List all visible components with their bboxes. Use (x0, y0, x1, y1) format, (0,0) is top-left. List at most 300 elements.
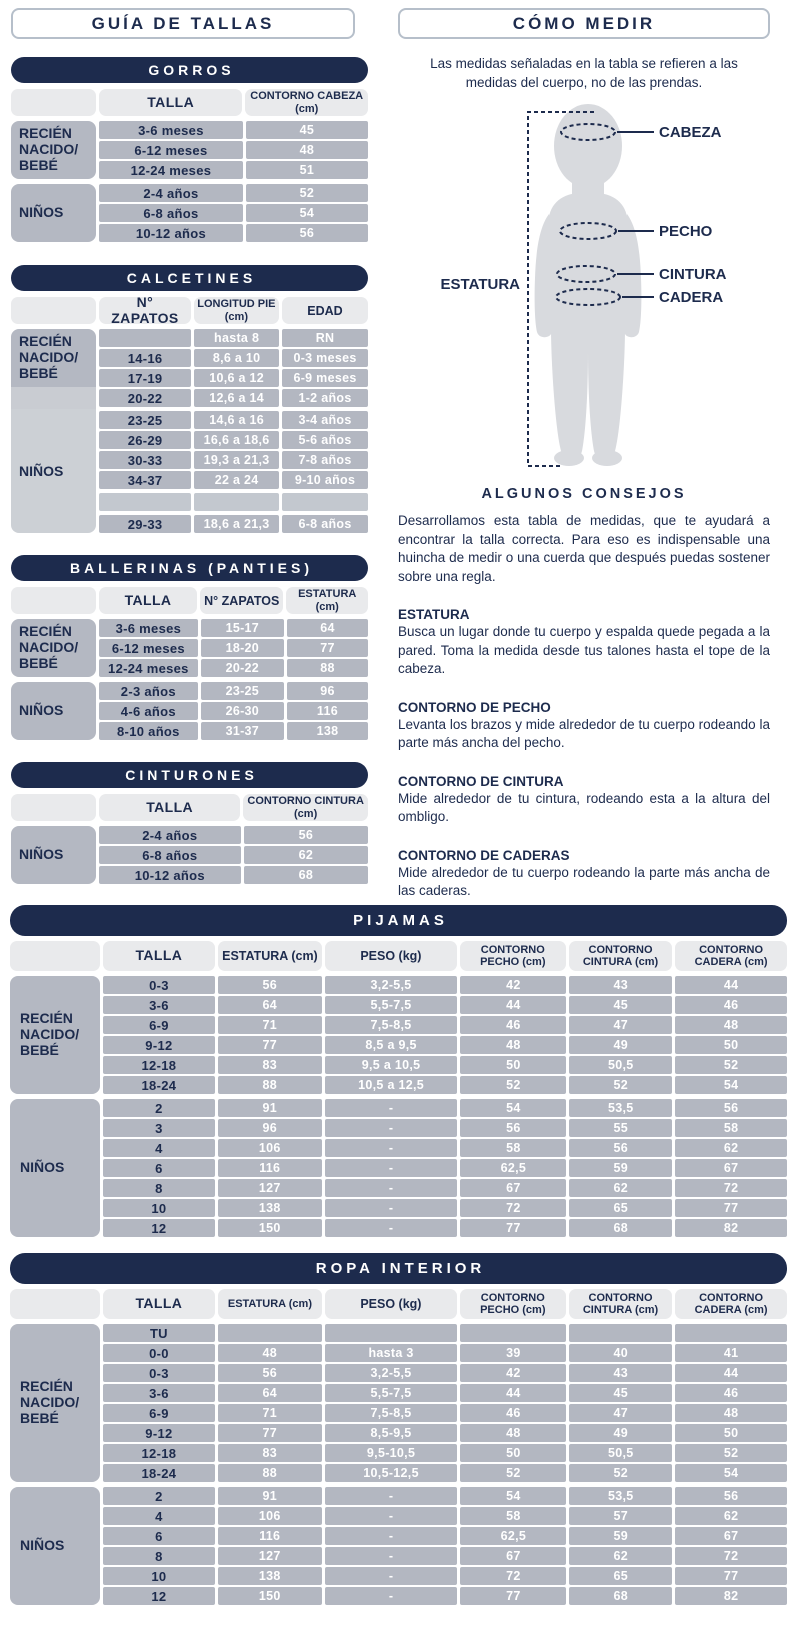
table-row (103, 1179, 787, 1197)
value-cell: 10,5-12,5 (325, 1464, 458, 1482)
value-cell: 83 (218, 1444, 322, 1462)
cabeza-label: CABEZA (659, 124, 722, 142)
ropa-interior-section-header: ROPA INTERIOR (10, 1253, 787, 1284)
value-cell: 56 (218, 976, 322, 994)
table-row (103, 1099, 787, 1117)
value-cell: 56 (460, 1119, 566, 1137)
value-cell: 16,6 a 18,6 (194, 431, 279, 449)
value-cell: 57 (569, 1507, 672, 1525)
value-cell: 138 (287, 722, 368, 740)
value-cell: - (325, 1507, 458, 1525)
value-cell: 40 (569, 1344, 672, 1362)
value-cell: 77 (675, 1199, 787, 1217)
corner-spacer (11, 794, 96, 821)
table-row (103, 1219, 787, 1237)
table-row (99, 224, 368, 242)
table-row (103, 976, 787, 994)
value-cell: 10,6 a 12 (194, 369, 279, 387)
value-cell: 49 (569, 1036, 672, 1054)
table-row (103, 1016, 787, 1034)
value-cell: 150 (218, 1587, 322, 1605)
table-row (103, 996, 787, 1014)
value-cell: 50 (675, 1424, 787, 1442)
table-row (103, 1199, 787, 1217)
pijamas-column-headers (10, 941, 787, 971)
value-cell: 9,5 a 10,5 (325, 1056, 458, 1074)
value-cell: 20-22 (201, 659, 284, 677)
ballerinas-table (11, 555, 368, 740)
column-header-talla: TALLA (99, 89, 242, 116)
column-header-contorno-cadera: CONTORNO CADERA (cm) (675, 941, 787, 971)
value-cell: 62 (675, 1507, 787, 1525)
size-cell: 2-3 años (99, 682, 198, 700)
table-row (99, 846, 368, 864)
size-cell: 3-6 (103, 1384, 215, 1402)
corner-spacer (10, 941, 100, 971)
size-cell (99, 329, 191, 347)
column-header-peso: PESO (kg) (325, 941, 457, 971)
gorros-body (11, 121, 368, 242)
table-group (10, 976, 787, 1094)
size-cell: 6-12 meses (99, 141, 243, 159)
cinturones-column-headers (11, 794, 368, 821)
value-cell: 9,5-10,5 (325, 1444, 458, 1462)
column-header-estatura: ESTATURA (cm) (218, 941, 322, 971)
size-cell: 12 (103, 1587, 215, 1605)
value-cell: 3,2-5,5 (325, 976, 458, 994)
value-cell: 31-37 (201, 722, 284, 740)
size-cell: 17-19 (99, 369, 191, 387)
group-label: NIÑOS (11, 682, 96, 740)
table-group (11, 121, 368, 179)
value-cell: RN (282, 329, 368, 347)
value-cell: hasta 3 (325, 1344, 458, 1362)
table-row (103, 1159, 787, 1177)
table-row (103, 1404, 787, 1422)
table-row (99, 161, 368, 179)
value-cell: 54 (675, 1464, 787, 1482)
table-row (99, 141, 368, 159)
size-cell: 12-24 meses (99, 659, 198, 677)
value-cell (282, 493, 368, 511)
value-cell: 64 (218, 1384, 322, 1402)
column-header-contorno-cadera: CONTORNO CADERA (cm) (675, 1289, 787, 1319)
value-cell (675, 1324, 787, 1342)
value-cell: 62 (569, 1547, 672, 1565)
table-row (103, 1324, 787, 1342)
size-cell: 6 (103, 1159, 215, 1177)
calcetines-body (11, 329, 368, 533)
corner-spacer (11, 297, 96, 324)
column-header-contorno-pecho: CONTORNO PECHO (cm) (460, 1289, 566, 1319)
value-cell (194, 493, 279, 511)
ballerinas-body (11, 619, 368, 740)
size-cell: 3-6 meses (99, 619, 198, 637)
size-cell: 30-33 (99, 451, 191, 469)
tip-heading: CONTORNO DE CINTURA (398, 773, 564, 789)
table-row (103, 1364, 787, 1382)
value-cell: 46 (460, 1016, 566, 1034)
size-cell: 8 (103, 1179, 215, 1197)
cintura-label: CINTURA (659, 266, 727, 284)
table-group (10, 1324, 787, 1482)
value-cell: 54 (675, 1076, 787, 1094)
gorros-table (11, 57, 368, 242)
table-row (103, 1076, 787, 1094)
table-row (99, 471, 368, 489)
size-cell: 2-4 años (99, 184, 243, 202)
size-cell: 0-3 (103, 1364, 215, 1382)
size-cell: 12-18 (103, 1444, 215, 1462)
value-cell: 50 (460, 1056, 566, 1074)
value-cell: 72 (460, 1567, 566, 1585)
size-cell: 10-12 años (99, 866, 241, 884)
group-label: RECIÉN NACIDO/ BEBÉ (10, 1324, 100, 1482)
size-cell: 20-22 (99, 389, 191, 407)
tip-text: Mide alrededor de tu cintura, rodeando esta a la altura del ombligo. (398, 790, 770, 825)
size-cell: 18-24 (103, 1076, 215, 1094)
table-row (99, 866, 368, 884)
value-cell: 44 (675, 976, 787, 994)
value-cell: 62,5 (460, 1527, 566, 1545)
column-header-talla: TALLA (103, 941, 215, 971)
size-cell: 0-0 (103, 1344, 215, 1362)
table-group (10, 1487, 787, 1605)
table-row (99, 515, 368, 533)
value-cell: 18-20 (201, 639, 284, 657)
value-cell: 65 (569, 1567, 672, 1585)
group-divider (11, 387, 96, 409)
table-row (99, 369, 368, 387)
size-cell (99, 493, 191, 511)
value-cell: 88 (218, 1076, 322, 1094)
value-cell: 54 (460, 1487, 566, 1505)
table-row (99, 329, 368, 347)
column-header-contorno-cabeza: CONTORNO CABEZA (cm) (245, 89, 368, 116)
table-row (103, 1344, 787, 1362)
column-header-longitud-pie: LONGITUD PIE (cm) (194, 297, 279, 324)
value-cell: 26-30 (201, 702, 284, 720)
como-medir-title: CÓMO MEDIR (398, 8, 770, 39)
value-cell: 62 (675, 1139, 787, 1157)
table-row (103, 1567, 787, 1585)
value-cell (569, 1324, 672, 1342)
table-group (99, 493, 368, 511)
value-cell: 91 (218, 1487, 322, 1505)
tip-text: Levanta los brazos y mide alrededor de tu cuerpo rodeando la parte más ancha del pecho. (398, 716, 770, 751)
group-label-text: NIÑOS (19, 463, 64, 479)
value-cell: 58 (675, 1119, 787, 1137)
value-cell: 44 (460, 996, 566, 1014)
value-cell: 48 (675, 1016, 787, 1034)
value-cell: 77 (218, 1036, 322, 1054)
value-cell: 106 (218, 1507, 322, 1525)
size-cell: 29-33 (99, 515, 191, 533)
como-medir-intro: Las medidas señaladas en la tabla se refieren a las medidas del cuerpo, no de las prendas. (430, 56, 738, 91)
value-cell: 42 (460, 1364, 566, 1382)
value-cell: 56 (244, 826, 368, 844)
table-group (11, 619, 368, 677)
value-cell: 22 a 24 (194, 471, 279, 489)
value-cell: 55 (569, 1119, 672, 1137)
value-cell: 8,6 a 10 (194, 349, 279, 367)
ballerinas-section-header: BALLERINAS (PANTIES) (11, 555, 368, 581)
column-header-estatura: ESTATURA (cm) (286, 587, 368, 614)
body-measurement-diagram (398, 98, 770, 478)
value-cell: 48 (218, 1344, 322, 1362)
value-cell: 45 (569, 996, 672, 1014)
group-label: RECIÉN NACIDO/ BEBÉ (10, 976, 100, 1094)
value-cell: 68 (244, 866, 368, 884)
size-cell: TU (103, 1324, 215, 1342)
value-cell: 3,2-5,5 (325, 1364, 458, 1382)
value-cell: 62,5 (460, 1159, 566, 1177)
table-row (103, 1444, 787, 1462)
value-cell: 45 (569, 1384, 672, 1402)
value-cell: 8,5 a 9,5 (325, 1036, 458, 1054)
group-label: NIÑOS (10, 1487, 100, 1605)
value-cell: 50,5 (569, 1056, 672, 1074)
value-cell: 50,5 (569, 1444, 672, 1462)
size-cell: 2 (103, 1487, 215, 1505)
size-cell: 10-12 años (99, 224, 243, 242)
column-header-talla: TALLA (99, 794, 240, 821)
value-cell: 54 (460, 1099, 566, 1117)
ropa-interior-body (10, 1324, 787, 1605)
size-cell: 6-9 (103, 1404, 215, 1422)
value-cell: 52 (460, 1464, 566, 1482)
value-cell: 56 (246, 224, 368, 242)
table-group (11, 184, 368, 242)
table-group (99, 329, 368, 407)
table-row (103, 1384, 787, 1402)
tip-heading: CONTORNO DE CADERAS (398, 847, 570, 863)
column-header-contorno-cintura: CONTORNO CINTURA (cm) (243, 794, 368, 821)
table-row (99, 204, 368, 222)
value-cell: 5-6 años (282, 431, 368, 449)
column-header-edad: EDAD (282, 297, 368, 324)
value-cell: 7,5-8,5 (325, 1404, 458, 1422)
value-cell: 48 (460, 1424, 566, 1442)
calcetines-section-header: CALCETINES (11, 265, 368, 291)
tip-text: Mide alrededor de tu cuerpo rodeando la parte más ancha de las caderas. (398, 864, 770, 899)
child-silhouette (535, 104, 642, 466)
value-cell (460, 1324, 566, 1342)
value-cell: - (325, 1219, 458, 1237)
table-row (103, 1464, 787, 1482)
value-cell: 68 (569, 1587, 672, 1605)
size-cell: 26-29 (99, 431, 191, 449)
tip-heading: CONTORNO DE PECHO (398, 699, 551, 715)
value-cell: 43 (569, 976, 672, 994)
value-cell: 53,5 (569, 1099, 672, 1117)
table-row (99, 451, 368, 469)
value-cell: 56 (675, 1099, 787, 1117)
value-cell: 52 (569, 1076, 672, 1094)
value-cell: 56 (218, 1364, 322, 1382)
value-cell: 127 (218, 1179, 322, 1197)
value-cell: 83 (218, 1056, 322, 1074)
size-cell: 12-18 (103, 1056, 215, 1074)
size-cell: 12 (103, 1219, 215, 1237)
value-cell: 77 (218, 1424, 322, 1442)
value-cell: 52 (460, 1076, 566, 1094)
size-cell: 6-8 años (99, 204, 243, 222)
value-cell: 62 (244, 846, 368, 864)
value-cell: 52 (675, 1444, 787, 1462)
group-label-recien-nacido (11, 329, 96, 387)
value-cell: - (325, 1179, 458, 1197)
value-cell: 14,6 a 16 (194, 411, 279, 429)
value-cell: 96 (287, 682, 368, 700)
value-cell: 67 (460, 1547, 566, 1565)
table-row (103, 1487, 787, 1505)
column-header-zapatos: N° ZAPATOS (200, 587, 283, 614)
group-label-text: RECIÉN NACIDO/ BEBÉ (19, 333, 79, 381)
value-cell: 6-8 años (282, 515, 368, 533)
size-cell: 34-37 (99, 471, 191, 489)
value-cell: 52 (569, 1464, 672, 1482)
value-cell: 116 (218, 1159, 322, 1177)
table-row (103, 1587, 787, 1605)
table-group (11, 826, 368, 884)
value-cell: 91 (218, 1099, 322, 1117)
cadera-label: CADERA (659, 289, 724, 307)
ropa-interior-column-headers (10, 1289, 787, 1319)
group-label: NIÑOS (11, 826, 96, 884)
value-cell: 58 (460, 1139, 566, 1157)
value-cell: 72 (675, 1179, 787, 1197)
value-cell: 15-17 (201, 619, 284, 637)
value-cell: 77 (675, 1567, 787, 1585)
value-cell: 56 (569, 1139, 672, 1157)
value-cell: 59 (569, 1159, 672, 1177)
tip-block (398, 848, 770, 901)
table-row (99, 389, 368, 407)
value-cell: hasta 8 (194, 329, 279, 347)
size-cell: 2 (103, 1099, 215, 1117)
value-cell: 52 (675, 1056, 787, 1074)
value-cell (325, 1324, 458, 1342)
value-cell: 53,5 (569, 1487, 672, 1505)
table-row (99, 702, 368, 720)
table-row (103, 1119, 787, 1137)
value-cell: 54 (246, 204, 368, 222)
corner-spacer (11, 587, 96, 614)
value-cell: 71 (218, 1016, 322, 1034)
right-column (398, 8, 770, 901)
table-row (99, 431, 368, 449)
value-cell: 10,5 a 12,5 (325, 1076, 458, 1094)
size-cell: 2-4 años (99, 826, 241, 844)
value-cell: 49 (569, 1424, 672, 1442)
value-cell: 58 (460, 1507, 566, 1525)
size-cell: 6-8 años (99, 846, 241, 864)
value-cell: 88 (287, 659, 368, 677)
table-row (103, 1547, 787, 1565)
value-cell: 116 (218, 1527, 322, 1545)
group-label-ninos (11, 409, 96, 533)
value-cell: 51 (246, 161, 368, 179)
left-column (11, 8, 368, 884)
value-cell: 43 (569, 1364, 672, 1382)
table-row (99, 121, 368, 139)
value-cell: 64 (218, 996, 322, 1014)
value-cell: 44 (675, 1364, 787, 1382)
column-header-talla: TALLA (103, 1289, 215, 1319)
table-row (103, 1056, 787, 1074)
size-cell: 8-10 años (99, 722, 198, 740)
table-row (99, 722, 368, 740)
value-cell: 50 (675, 1036, 787, 1054)
table-group (11, 682, 368, 740)
value-cell: 150 (218, 1219, 322, 1237)
value-cell: - (325, 1587, 458, 1605)
column-header-contorno-cintura: CONTORNO CINTURA (cm) (569, 941, 672, 971)
value-cell: 96 (218, 1119, 322, 1137)
pijamas-table (10, 905, 787, 1237)
table-row (103, 1036, 787, 1054)
value-cell: 77 (287, 639, 368, 657)
value-cell: 19,3 a 21,3 (194, 451, 279, 469)
group-label-column (11, 329, 96, 533)
value-cell: 7-8 años (282, 451, 368, 469)
table-row (99, 682, 368, 700)
column-header-estatura: ESTATURA (cm) (218, 1289, 322, 1319)
measuring-tips (398, 607, 770, 900)
value-cell (218, 1324, 322, 1342)
value-cell: 52 (246, 184, 368, 202)
pijamas-body (10, 976, 787, 1237)
value-cell: 45 (246, 121, 368, 139)
value-cell: 106 (218, 1139, 322, 1157)
cinturones-section-header: CINTURONES (11, 762, 368, 788)
value-cell: 127 (218, 1547, 322, 1565)
value-cell: 23-25 (201, 682, 284, 700)
size-cell: 3-6 (103, 996, 215, 1014)
value-cell: - (325, 1547, 458, 1565)
group-label: NIÑOS (10, 1099, 100, 1237)
table-group (10, 1099, 787, 1237)
tip-block (398, 774, 770, 827)
size-cell: 4-6 años (99, 702, 198, 720)
value-cell: 64 (287, 619, 368, 637)
column-header-talla: TALLA (99, 587, 197, 614)
size-cell: 6-9 (103, 1016, 215, 1034)
table-row (99, 826, 368, 844)
group-label: NIÑOS (11, 184, 96, 242)
ropa-interior-table (10, 1253, 787, 1605)
value-cell: 48 (460, 1036, 566, 1054)
size-cell: 3 (103, 1119, 215, 1137)
value-cell: 72 (675, 1547, 787, 1565)
size-cell: 4 (103, 1507, 215, 1525)
table-row (99, 411, 368, 429)
tip-block (398, 700, 770, 753)
value-cell: 56 (675, 1487, 787, 1505)
table-row (99, 493, 368, 511)
value-cell: 5,5-7,5 (325, 1384, 458, 1402)
size-cell: 3-6 meses (99, 121, 243, 139)
corner-spacer (11, 89, 96, 116)
table-row (103, 1527, 787, 1545)
value-cell: 8,5-9,5 (325, 1424, 458, 1442)
value-cell: - (325, 1139, 458, 1157)
pijamas-section-header: PIJAMAS (10, 905, 787, 936)
size-cell: 9-12 (103, 1036, 215, 1054)
size-cell: 18-24 (103, 1464, 215, 1482)
consejos-heading: ALGUNOS CONSEJOS (481, 486, 687, 503)
